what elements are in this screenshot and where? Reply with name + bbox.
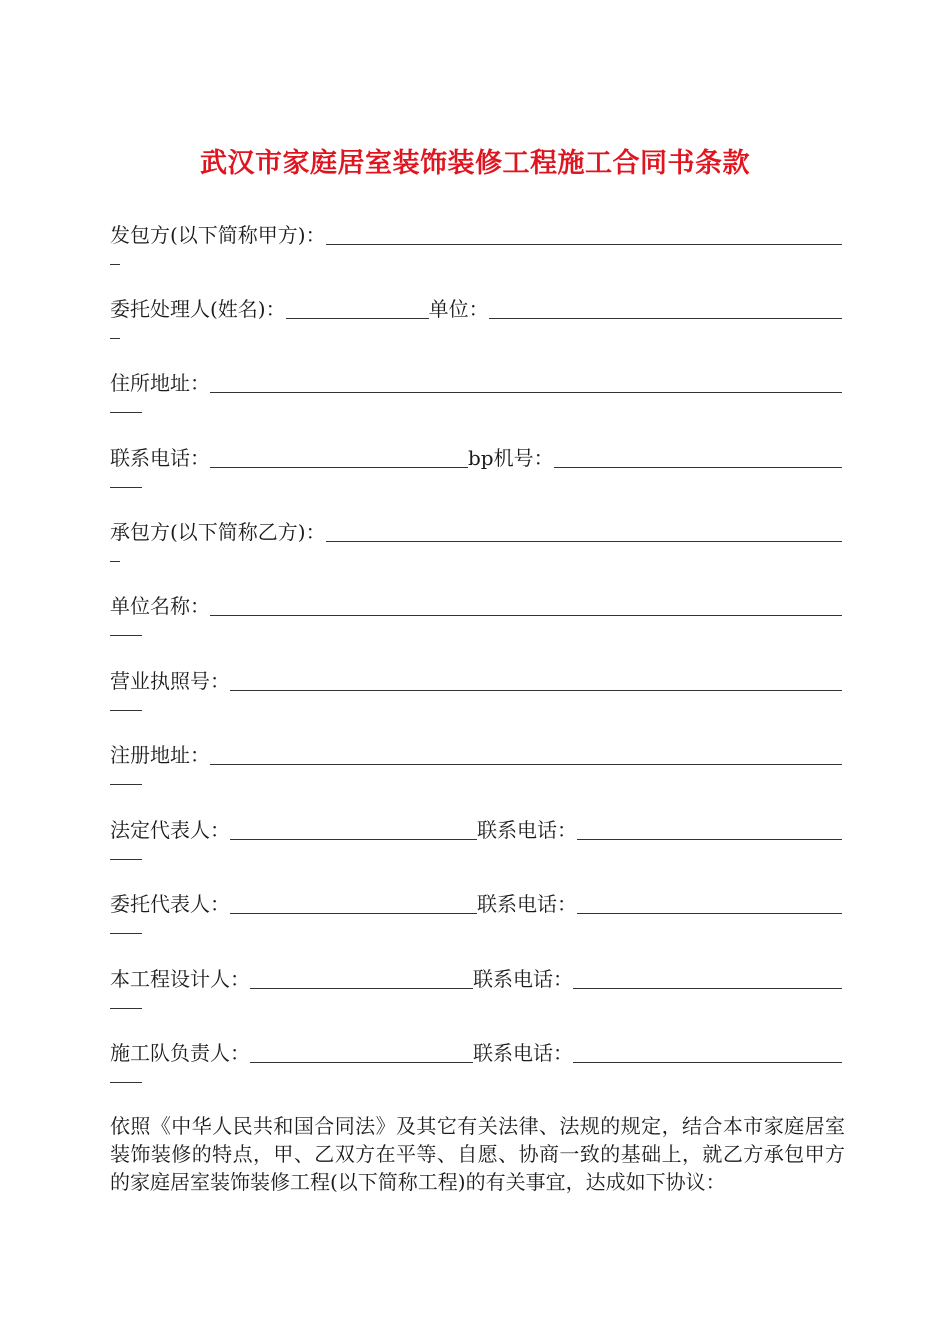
blank-continuation [110,1008,142,1009]
field-label: 注册地址： [110,743,210,767]
field-label: 发包方(以下简称甲方)： [110,223,326,247]
blank-continuation [110,487,142,488]
field-label-secondary: 单位： [428,297,489,321]
field-legal-representative [110,815,842,875]
field-employer [110,220,842,280]
fill-blank[interactable] [230,668,842,691]
field-label: 委托代表人： [110,892,230,916]
preamble-paragraph: 依照《中华人民共和国合同法》及其它有关法律、法规的规定，结合本市家庭居室装饰装修的特点，甲、乙双方在平等、自愿、协商一致的基础上，就乙方承包甲方的家庭居室装饰装修工程(以下简称工程)的有关事宜，达成如下协议： [110,1114,845,1194]
field-address [110,368,842,428]
fill-blank[interactable] [326,222,842,245]
blank-continuation [110,710,142,711]
blank-continuation [110,933,142,934]
document-title: 武汉市家庭居室装饰装修工程施工合同书条款 [200,148,750,180]
fill-blank[interactable] [573,1040,842,1063]
field-label: 住所地址： [110,371,210,395]
field-label-secondary: bp机号： [468,446,554,470]
field-label-secondary: 联系电话： [473,967,573,991]
field-label-secondary: 联系电话： [477,818,577,842]
field-label: 承包方(以下简称乙方)： [110,520,326,544]
field-label: 委托处理人(姓名)： [110,297,286,321]
fill-blank[interactable] [577,891,842,914]
field-authorized-representative [110,889,842,949]
blank-continuation [110,859,142,860]
fill-blank[interactable] [286,296,429,319]
fill-blank[interactable] [210,370,842,393]
field-contractor [110,517,842,577]
field-business-license [110,666,842,726]
fill-blank[interactable] [326,519,842,542]
field-label: 法定代表人： [110,818,230,842]
field-team-leader [110,1038,842,1098]
field-label: 联系电话： [110,446,210,470]
field-entrusted-agent [110,294,842,354]
blank-continuation [110,338,120,339]
fill-blank[interactable] [554,445,842,468]
field-company-name [110,591,842,651]
fill-blank[interactable] [230,817,477,840]
field-label-secondary: 联系电话： [473,1041,573,1065]
field-label: 单位名称： [110,594,210,618]
fill-blank[interactable] [250,1040,473,1063]
field-label-secondary: 联系电话： [477,892,577,916]
field-label: 施工队负责人： [110,1041,250,1065]
blank-continuation [110,1082,142,1083]
blank-continuation [110,561,120,562]
blank-continuation [110,264,120,265]
field-label: 本工程设计人： [110,967,250,991]
fill-blank[interactable] [250,966,473,989]
fill-blank[interactable] [577,817,842,840]
field-label: 营业执照号： [110,669,230,693]
blank-continuation [110,412,142,413]
fill-blank[interactable] [230,891,477,914]
fill-blank[interactable] [210,445,468,468]
blank-continuation [110,784,142,785]
blank-continuation [110,635,142,636]
fill-blank[interactable] [573,966,842,989]
field-registered-address [110,740,842,800]
field-phone-pager [110,443,842,503]
field-designer [110,964,842,1024]
fill-blank[interactable] [210,593,842,616]
fill-blank[interactable] [210,742,842,765]
fill-blank[interactable] [489,296,842,319]
